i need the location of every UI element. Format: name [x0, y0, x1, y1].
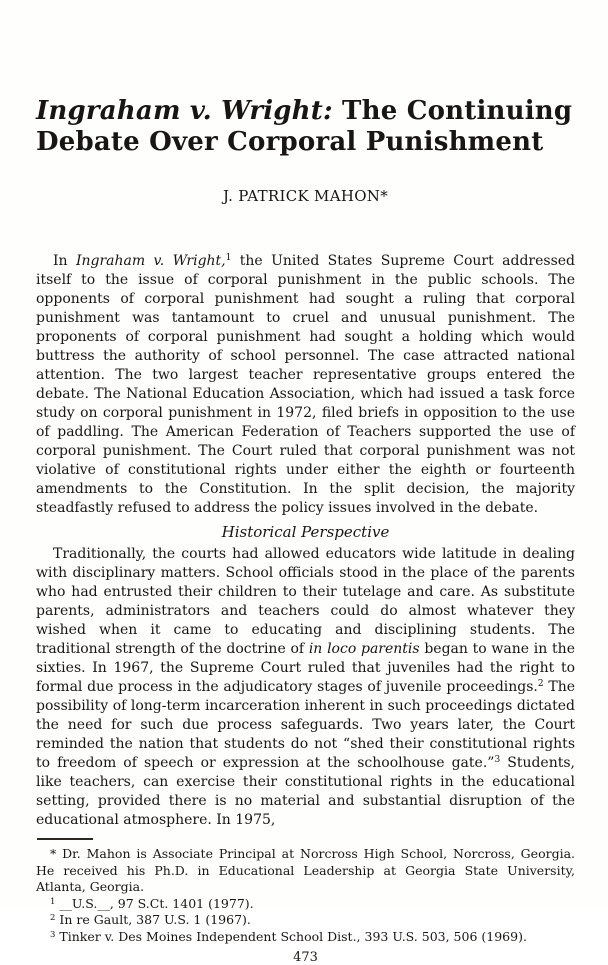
footnote-separator-rule — [37, 838, 93, 840]
footnote-2-marker: 2 — [50, 913, 56, 923]
paragraph1-lead: In — [53, 253, 76, 269]
paragraph2-part2: began to wane in the sixties. In 1967, the Supreme Court ruled that juveniles had the right to formal due process in the adjudicatory stages of juvenile proceedings. — [36, 641, 575, 695]
case-citation-inline: Ingraham v. Wright, — [75, 253, 226, 269]
footnote-ref-2: 2 — [537, 679, 544, 689]
footnote-star-marker: * — [50, 846, 57, 861]
latin-phrase: in loco parentis — [308, 641, 420, 657]
section-heading-historical-perspective: Historical Perspective — [221, 523, 390, 541]
title-line2: Debate Over Corporal Punishment — [36, 127, 544, 157]
page-number: 473 — [293, 950, 318, 965]
paragraph1-body: the United States Supreme Court addressed itself to the issue of corporal punishment in the public schools. The opponents of corporal punishment had sought a ruling that corporal punishment was tantamount to cruel and unusual punishment. The proponents of corporal punishment had sought a holding which would buttress the authority of school personnel. The case attracted national attention. The two largest teacher representative groups entered the debate. The National Education Association, which had issued a task force study on corporal punishment in 1972, filed briefs in opposition to the use of paddling. The American Federation of Teachers supported the use of corporal punishment. The Court ruled that corporal punishment was not violative of constitutional rights under either the eighth or fourteenth amendments to the Constitution. In the split decision, the majority steadfastly refused to address the policy issues involved in the debate. — [36, 253, 575, 516]
article-title — [36, 96, 575, 158]
footnote-3-marker: 3 — [50, 929, 56, 940]
footnote-1 — [36, 896, 575, 913]
title-case-name: Ingraham v. Wright: — [36, 96, 333, 126]
footnote-1-text: __U.S.__, 97 S.Ct. 1401 (1977). — [55, 895, 254, 911]
footnote-ref-3: 3 — [494, 755, 501, 765]
footnote-star-text: Dr. Mahon is Associate Principal at Norcross High School, Norcross, Georgia. He received his Ph.D. in Educational Leadership at Georgia State University, Atlanta, Georgia. — [36, 846, 575, 894]
body-paragraph-2 — [36, 545, 575, 830]
paragraph2-part4: Students, like teachers, can exercise their constitutional rights in the educational setting, provided there is no material and substantial disruption of the educational atmosphere. In 1975, — [36, 755, 575, 828]
footnote-3 — [36, 929, 575, 946]
title-line1-rest: The Continuing — [332, 96, 573, 126]
footnotes-block — [36, 846, 575, 945]
footnote-author-affiliation — [36, 846, 575, 896]
footnote-1-marker: 1 — [50, 896, 56, 907]
author-line: J. PATRICK MAHON* — [222, 187, 389, 205]
footnote-3-text: Tinker v. Des Moines Independent School Dist., 393 U.S. 503, 506 (1969). — [55, 928, 527, 944]
paragraph2-part3: The possibility of long-term incarceration inherent in such proceedings dictated the need for such due process safeguards. Two years later, the Court reminded the nation that students do not “shed their constitutional rights to freedom of speech or expression at the schoolhouse gate.” — [36, 679, 575, 771]
body-paragraph-1 — [36, 252, 575, 518]
footnote-2-text: In re Gault, 387 U.S. 1 (1967). — [55, 912, 251, 927]
paragraph2-part1: Traditionally, the courts had allowed educators wide latitude in dealing with disciplinary matters. School officials stood in the place of the parents who had entrusted their children to their tutelage and care. As substitute parents, administrators and teachers could do almost whatever they wished when it came to educating and disciplining students. The traditional strength of the doctrine of — [36, 546, 575, 657]
footnote-ref-1: 1 — [225, 253, 232, 263]
footnote-2 — [36, 912, 575, 929]
